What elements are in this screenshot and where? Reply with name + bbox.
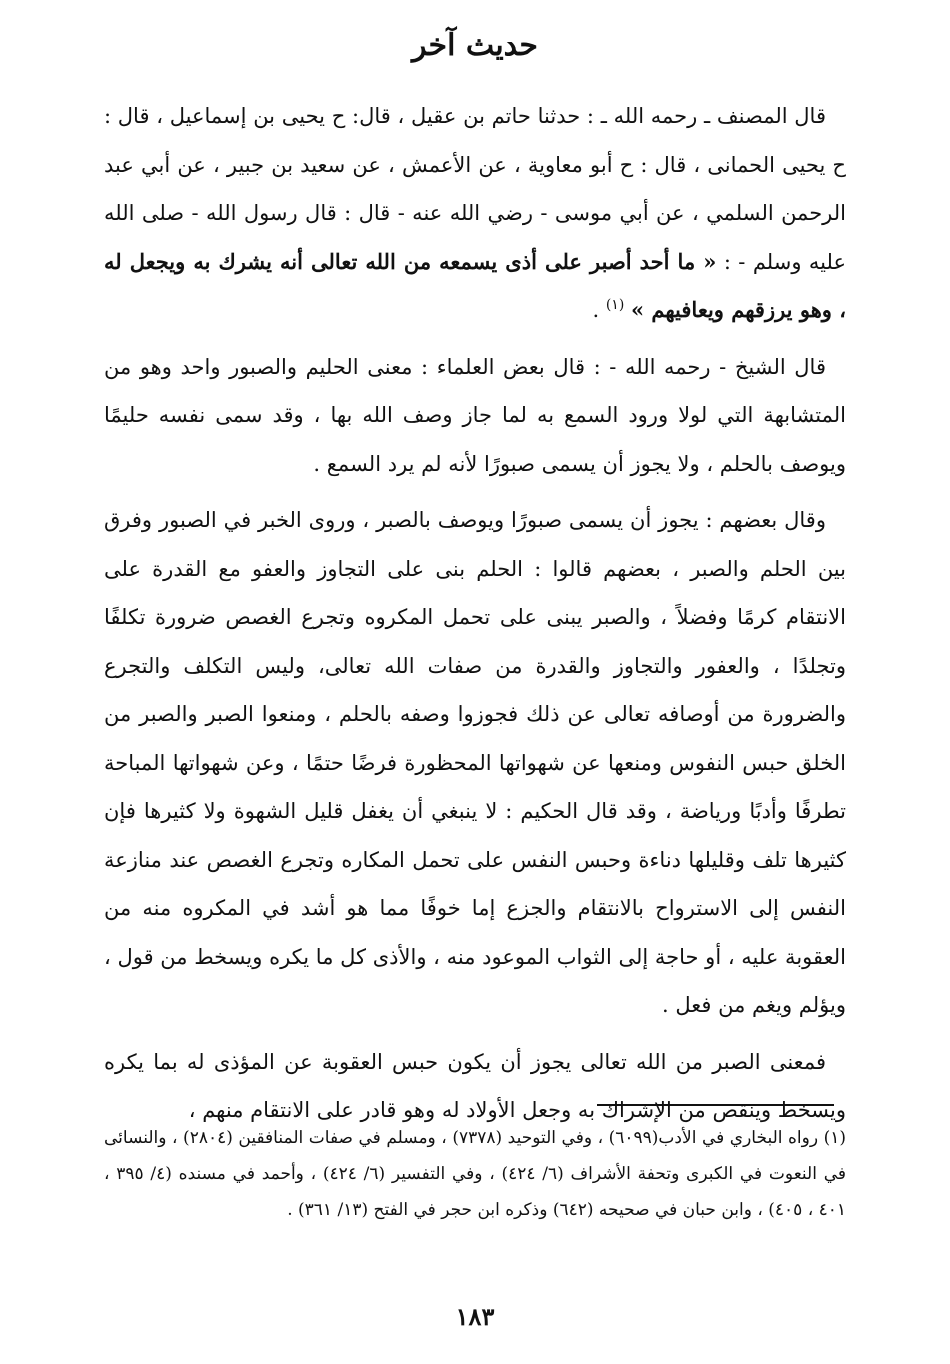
paragraph-commentary-2: وقال بعضهم : يجوز أن يسمى صبورًا ويوصف بالصبر ، وروى الخبر في الصبور وفرق بين الحلم والصبر ، بعضهم قالوا : الحلم بنى على التجاوز والعفو مع القدرة على الانتقام كرمًا وفضلاً ، والصبر يبنى على تحمل المكروه وتجرع الغصص ضرورة تكلفًا وتجلدًا ، والعفور والتجاوز والقدرة من صفات الله تعالى، وليس التكلف والتجرع والضرورة من أوصافه تعالى عن ذلك فجوزوا وصفه بالحلم ، ومنعوا الصبر والصبر من الخلق حبس النفوس ومنعها عن شهواتها المحظورة فرضًا حتمًا ، وعن شهواتها المباحة تطرفًا وأدبًا ورياضة ، وقد قال الحكيم : لا ينبغي أن يغفل قليل الشهوة ولا كثيرها فإن كثيرها تلف وقليلها دناءة وحبس النفس على تحمل المكاره وتجرع الغصص عند منازعة النفس إلى الاسترواح بالانتقام والجزع إما خوفًا مما هو أشد في المكروه منه من العقوبة عليه ، أو حاجة إلى الثواب الموعود منه ، والأذى كل ما يكره ويسخط من قول ، ويؤلم ويغم من فعل . (104, 508, 846, 1017)
footnote-ref[interactable]: (١) (605, 297, 625, 313)
page-title: حديث آخر (412, 28, 538, 63)
footnote-separator (597, 1104, 834, 1106)
paragraph-hadith (104, 92, 846, 335)
hadith-text: « ما أحد أصبر على أذى يسمعه من الله تعالى أنه يشرك به ويجعل له ، وهو يرزقهم ويعافيهم » (104, 248, 846, 322)
paragraph-commentary-1: قال الشيخ - رحمه الله - : قال بعض العلماء : معنى الحليم والصبور واحد وهو من المتشابهة التي لولا ورود السمع به لما جاز وصف الله بها ، وقد سمى نفسه حليمًا ويوصف بالحلم ، ولا يجوز أن يسمى صبورًا لأنه لم يرد السمع . (104, 354, 846, 476)
paragraph-commentary-3: فمعنى الصبر من الله تعالى يجوز أن يكون حبس العقوبة عن المؤذى له بما يكره ويسخط وينقص من الإشراك به وجعل الأولاد له وهو قادر على الانتقام منهم ، (104, 1049, 846, 1122)
main-text (104, 92, 846, 1135)
isnad-text: قال المصنف ـ رحمه الله ـ : حدثنا حاتم بن عقيل ، قال: ح يحيى بن إسماعيل ، قال : ح يحيى الحمانى ، قال : ح أبو معاوية ، عن الأعمش ، عن سعيد بن جبير ، عن أبي عبد الرحمن السلمي ، عن أبي موسى - رضي الله عنه - قال : قال رسول الله - صلى الله عليه وسلم - : (104, 104, 846, 274)
sentence-end: . (592, 298, 600, 322)
page-number: ١٨٣ (455, 1302, 495, 1331)
footnote: (١) رواه البخاري في الأدب(٦٠٩٩) ، وفي التوحيد (٧٣٧٨) ، ومسلم في صفات المنافقين (٢٨٠٤) ، والنسائى في النعوت في الكبرى وتحفة الأشراف (٦/ ٤٢٤) ، وفي التفسير (٦/ ٤٢٤) ، وأحمد في مسنده (٤/ ٣٩٥ ، ٤٠١ ، ٤٠٥) ، وابن حبان في صحيحه (٦٤٢) وذكره ابن حجر في الفتح (١٣/ ٣٦١) . (104, 1128, 847, 1220)
